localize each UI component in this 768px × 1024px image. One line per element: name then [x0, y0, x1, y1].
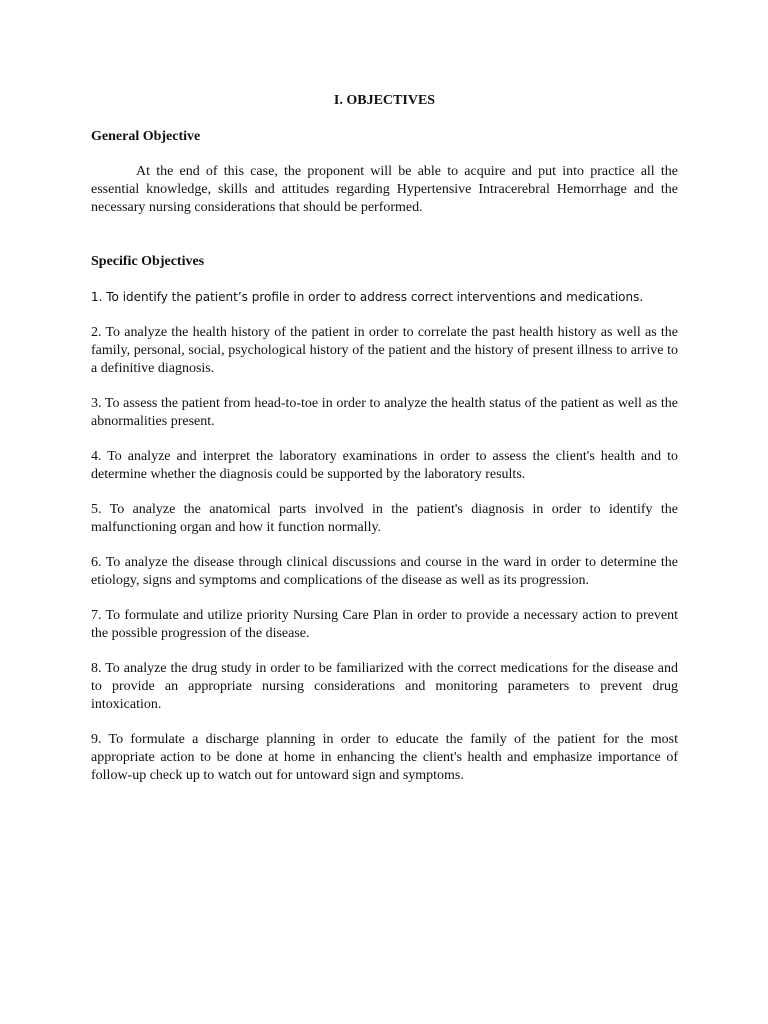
document-content	[91, 92, 678, 802]
specific-objectives-list	[91, 288, 678, 785]
objective-item-2: 2. To analyze the health history of the patient in order to correlate the past health history as well as the family, personal, social, psychological history of the patient and the history of present illness to arrive to a definitive diagnosis.	[91, 325, 678, 376]
objective-item-7: 7. To formulate and utilize priority Nursing Care Plan in order to provide a necessary action to prevent the possible progression of the disease.	[91, 608, 678, 641]
objective-item-1: 1. To identify the patient’s profile in order to address correct interventions and medications.	[91, 290, 644, 304]
objective-item-8: 8. To analyze the drug study in order to be familiarized with the correct medications for the disease and to provide an appropriate nursing considerations and monitoring parameters to prevent drug intoxication.	[91, 661, 678, 712]
section-heading: I. OBJECTIVES	[333, 93, 436, 108]
general-objective-title: General Objective	[91, 129, 201, 144]
general-objective-text: At the end of this case, the proponent will be able to acquire and put into practice all the essential knowledge, skills and attitudes regarding Hypertensive Intracerebral Hemorrhage and the necessary nursing considerations that should be performed.	[91, 164, 678, 215]
objective-item-5: 5. To analyze the anatomical parts involved in the patient's diagnosis in order to identify the malfunctioning organ and how it function normally.	[91, 502, 678, 535]
objective-item-9: 9. To formulate a discharge planning in order to educate the family of the patient for the most appropriate action to be done at home in enhancing the client's health and emphasize importance of follow-up check up to watch out for untoward sign and symptoms.	[91, 732, 678, 783]
specific-objectives-title: Specific Objectives	[91, 254, 205, 269]
objective-item-6: 6. To analyze the disease through clinical discussions and course in the ward in order to determine the etiology, signs and symptoms and complications of the disease as well as its progression.	[91, 555, 678, 588]
objective-item-3: 3. To assess the patient from head-to-toe in order to analyze the health status of the patient as well as the abnormalities present.	[91, 396, 678, 429]
objective-item-4: 4. To analyze and interpret the laboratory examinations in order to assess the client's health and to determine whether the diagnosis could be supported by the laboratory results.	[91, 449, 678, 482]
